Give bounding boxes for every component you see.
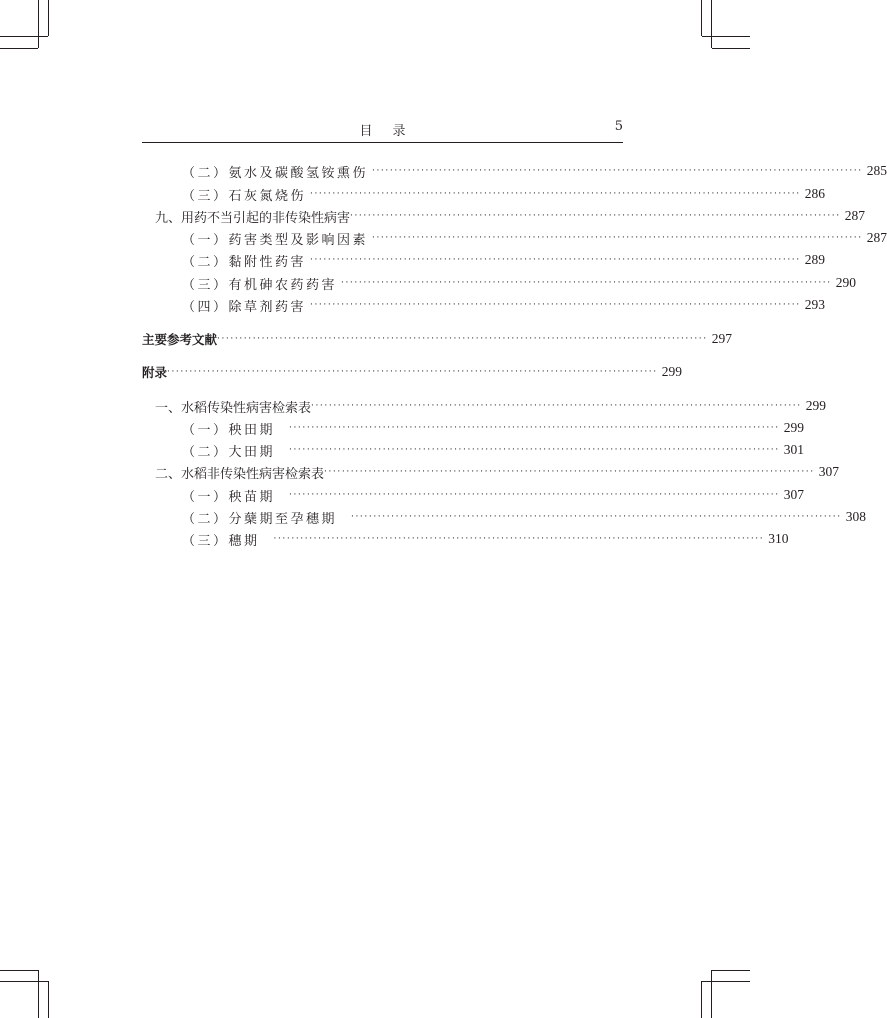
toc-entry[interactable] [142, 228, 887, 248]
toc-entry-page: 299 [661, 364, 682, 379]
toc-entry-page: 299 [783, 420, 804, 435]
toc-entry-page: 297 [711, 331, 732, 346]
toc-leader-dots: ·············································································································· [310, 300, 801, 310]
crop-mark-top-right-h2 [712, 48, 750, 49]
crop-mark-bottom-left-v [38, 970, 39, 1018]
crop-mark-top-right-h [702, 36, 750, 37]
toc-entry[interactable] [142, 329, 732, 349]
toc-entry-label: （一）秧田期 [182, 422, 276, 438]
crop-mark-top-left-v2 [48, 0, 49, 36]
toc-entry-label: 二、水稻非传染性病害检索表 [155, 466, 325, 482]
toc-entry-label: （一）药害类型及影响因素 [182, 232, 369, 248]
toc-entry-page: 290 [835, 275, 856, 290]
toc-entry[interactable] [142, 184, 825, 204]
toc-entry-page: 293 [804, 297, 825, 312]
toc-entry[interactable] [142, 273, 856, 293]
toc-leader-dots: ·············································································································· [350, 211, 841, 221]
toc-entry[interactable] [142, 529, 789, 549]
toc-leader-dots: ·············································································································· [217, 334, 708, 344]
running-header [142, 118, 623, 143]
toc-entry-label: （三）穗期 [182, 533, 260, 549]
toc-entry-label: （三）有机砷农药药害 [182, 277, 338, 293]
toc-entry[interactable] [142, 295, 825, 315]
crop-mark-bottom-right-v [711, 970, 712, 1018]
toc-entry-label: （二）氨水及碳酸氢铵熏伤 [182, 165, 369, 181]
header-title: 目录 [359, 124, 426, 139]
toc-leader-dots: ·············································································································· [351, 512, 842, 522]
toc-entry-page: 285 [866, 163, 887, 178]
toc-entry-page: 301 [783, 442, 804, 457]
toc-entry[interactable] [142, 206, 865, 226]
crop-mark-top-right-v2 [701, 0, 702, 36]
toc-leader-dots: ·············································································································· [289, 490, 780, 500]
toc-leader-dots: ·············································································································· [324, 467, 815, 477]
crop-mark-bottom-left-v2 [48, 981, 49, 1018]
toc-leader-dots: ·············································································································· [310, 189, 801, 199]
toc-entry-page: 307 [818, 464, 839, 479]
toc-entry-label: （二）分蘖期至孕穗期 [182, 511, 338, 527]
toc-entry-page: 308 [845, 509, 866, 524]
header-page-number: 5 [614, 119, 623, 134]
toc-entry-page: 287 [866, 230, 887, 245]
toc-entry-label: （二）大田期 [182, 444, 276, 460]
toc-leader-dots: ·············································································································· [289, 423, 780, 433]
crop-mark-top-right-v [711, 0, 712, 48]
toc-entry-page: 287 [844, 208, 865, 223]
toc-entry[interactable] [142, 418, 804, 438]
toc-entry[interactable] [142, 396, 826, 416]
toc-leader-dots: ·············································································································· [372, 166, 863, 176]
toc-entry-page: 307 [783, 487, 804, 502]
toc-entry-page: 310 [768, 531, 789, 546]
toc-leader-dots: ·············································································································· [311, 401, 802, 411]
toc-entry-page: 289 [804, 252, 825, 267]
crop-mark-bottom-right-h2 [712, 970, 750, 971]
toc-entry[interactable] [142, 161, 887, 181]
toc-entry-page: 299 [805, 398, 826, 413]
toc-entry[interactable] [142, 440, 804, 460]
crop-mark-bottom-left-h2 [0, 970, 38, 971]
toc-leader-dots: ·············································································································· [289, 445, 780, 455]
crop-mark-top-left-h2 [0, 48, 38, 49]
toc-entry-label: 九、用药不当引起的非传染性病害 [155, 210, 351, 226]
toc-entry-label: （三）石灰氮烧伤 [182, 188, 307, 204]
toc-entry-label: 主要参考文献 [142, 332, 218, 347]
toc-entry[interactable] [142, 250, 825, 270]
toc-entry[interactable] [142, 462, 839, 482]
toc-entry-label: （四）除草剂药害 [182, 299, 307, 315]
toc-leader-dots: ·············································································································· [341, 278, 832, 288]
toc-leader-dots: ·············································································································· [310, 255, 801, 265]
toc-entry-label: （一）秧苗期 [182, 489, 276, 505]
toc-entry-page: 286 [804, 186, 825, 201]
crop-mark-top-left-v [38, 0, 39, 48]
crop-mark-bottom-right-v2 [701, 981, 702, 1018]
toc-entry-label: 一、水稻传染性病害检索表 [155, 400, 312, 416]
toc-entry[interactable] [142, 362, 682, 382]
toc-entry[interactable] [142, 485, 804, 505]
toc-leader-dots: ·············································································································· [273, 534, 765, 544]
toc-entry-label: （二）黏附性药害 [182, 254, 307, 270]
crop-mark-top-left-h [0, 36, 48, 37]
crop-mark-bottom-right-h [702, 981, 750, 982]
toc-leader-dots: ·············································································································· [167, 367, 658, 377]
crop-mark-bottom-left-h [0, 981, 48, 982]
toc-entry-label: 附录 [142, 365, 168, 380]
toc-leader-dots: ·············································································································· [372, 233, 863, 243]
toc-entry[interactable] [142, 507, 866, 527]
